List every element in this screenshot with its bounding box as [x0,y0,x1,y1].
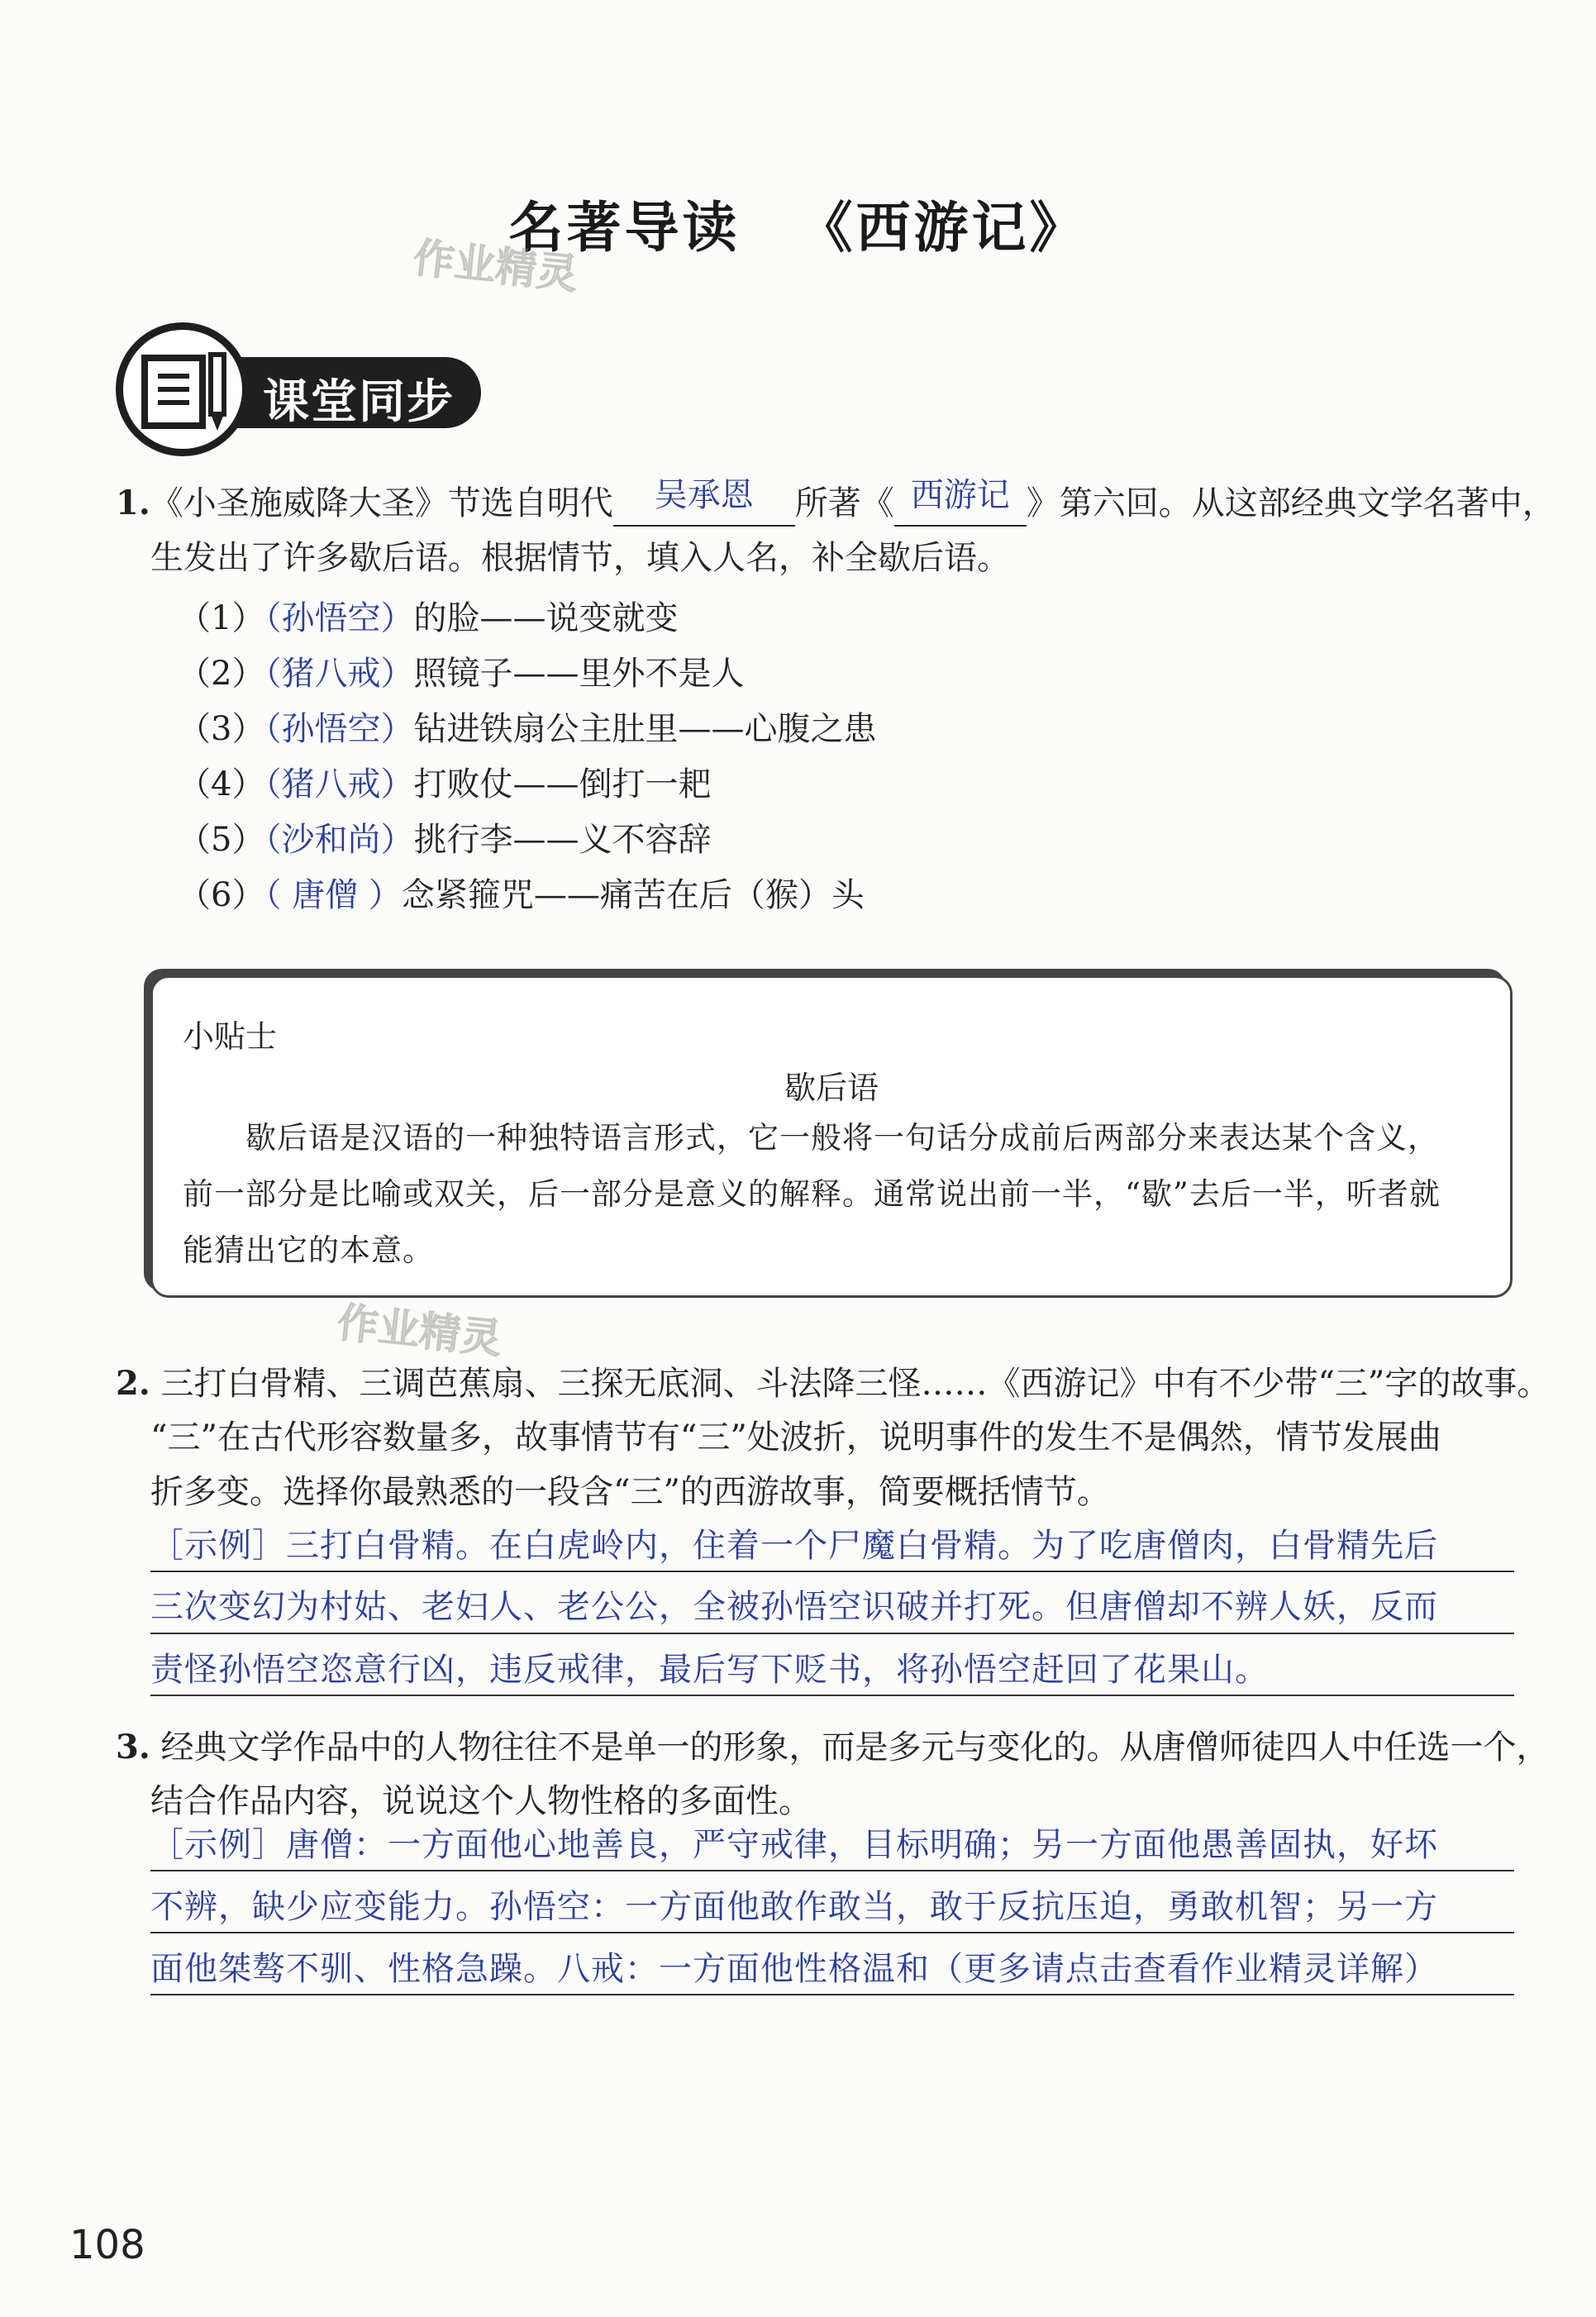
answer-blank [613,476,795,527]
watermark: 作业精灵 [411,233,581,299]
question-2-line2: “三”在古代形容数量多，故事情节有“三”处波折，说明事件的发生不是偶然，情节发展曲 [150,1418,1441,1456]
list-item: （6）（ 唐僧 ）念紧箍咒——痛苦在后（猴）头 [178,876,865,914]
list-item: （4）（猪八戒）打败仗——倒打一耙 [178,765,712,803]
question-number: 2. [116,1364,150,1403]
question-3-line1: 3. 经典文学作品中的人物往往不是单一的形象，而是多元与变化的。从唐僧师徒四人中任选一个， [116,1728,1550,1766]
answer-line [150,1695,1514,1696]
question-number: 3. [116,1728,150,1766]
answer-line [150,1633,1514,1634]
answer-line [150,1932,1514,1933]
question-1-line1: 1.《小圣施威降大圣》节选自明代 吴承恩 所著《 西游记 》第六回。从这部经典文学名著中， [116,475,1537,532]
answer-line [150,1870,1514,1871]
section-label: 课堂同步 [263,375,455,429]
question-2-line1: 2. 三打白骨精、三调芭蕉扇、三探无底洞、斗法降三怪……《西游记》中有不少带“三”字的故事。 [116,1364,1551,1403]
page-title [0,184,1596,262]
question-1-line2: 生发出了许多歇后语。根据情节，填入人名，补全歇后语。 [150,539,1010,577]
answer-line [150,1994,1514,1995]
answer-text: 吴承恩 [654,476,754,514]
section-icon-circle [116,322,250,456]
answer-text: 面他桀骜不驯、性格急躁。八戒：一方面他性格温和（更多请点击查看作业精灵详解） [150,1950,1438,1988]
title-part1: 名著导读 [508,195,741,260]
list-item: （5）（沙和尚）挑行李——义不容辞 [178,821,712,859]
tip-body: 歇后语是汉语的一种独特语言形式，它一般将一句话分成前后两部分来表达某个含义，前一部分是比喻或双关，后一部分是意义的解释。通常说出前一半，“歇”去后一半，听者就能猜出它的本意。 [183,1120,1441,1268]
notebook-pencil-icon [141,351,232,434]
answer-line [150,1571,1514,1572]
tip-box [150,975,1513,1298]
tip-label: 小贴士 [183,1018,278,1055]
question-number: 1. [116,484,150,522]
answer-text: ［示例］唐僧：一方面他心地善良，严守戒律，目标明确；另一方面他愚善固执，好坏 [150,1826,1438,1864]
question-3-line2: 结合作品内容，说说这个人物性格的多面性。 [150,1782,812,1820]
page-number: 108 [69,2222,145,2268]
answer-blank [894,476,1027,527]
tip-heading: 歇后语 [784,1070,879,1106]
section-banner [116,322,488,463]
answer-text: 西游记 [910,476,1010,514]
answer-text: 责怪孙悟空恣意行凶，违反戒律，最后写下贬书，将孙悟空赶回了花果山。 [150,1651,1269,1689]
watermark: 作业精灵 [335,1298,505,1364]
list-item: （2）（猪八戒）照镜子——里外不是人 [178,655,745,693]
list-item: （1）（孙悟空）的脸——说变就变 [178,599,679,637]
answer-text: ［示例］三打白骨精。在白虎岭内，住着一个尸魔白骨精。为了吃唐僧肉，白骨精先后 [150,1527,1438,1565]
answer-text: 不辨，缺少应变能力。孙悟空：一方面他敢作敢当，敢于反抗压迫，勇敢机智；另一方 [150,1888,1438,1926]
title-part2: 《西游记》 [798,195,1088,260]
question-2-line3: 折多变。选择你最熟悉的一段含“三”的西游故事，简要概括情节。 [150,1473,1110,1511]
answer-text: 三次变幻为村姑、老妇人、老公公，全被孙悟空识破并打死。但唐僧却不辨人妖，反而 [150,1588,1438,1626]
list-item: （3）（孙悟空）钻进铁扇公主肚里——心腹之患 [178,710,877,748]
